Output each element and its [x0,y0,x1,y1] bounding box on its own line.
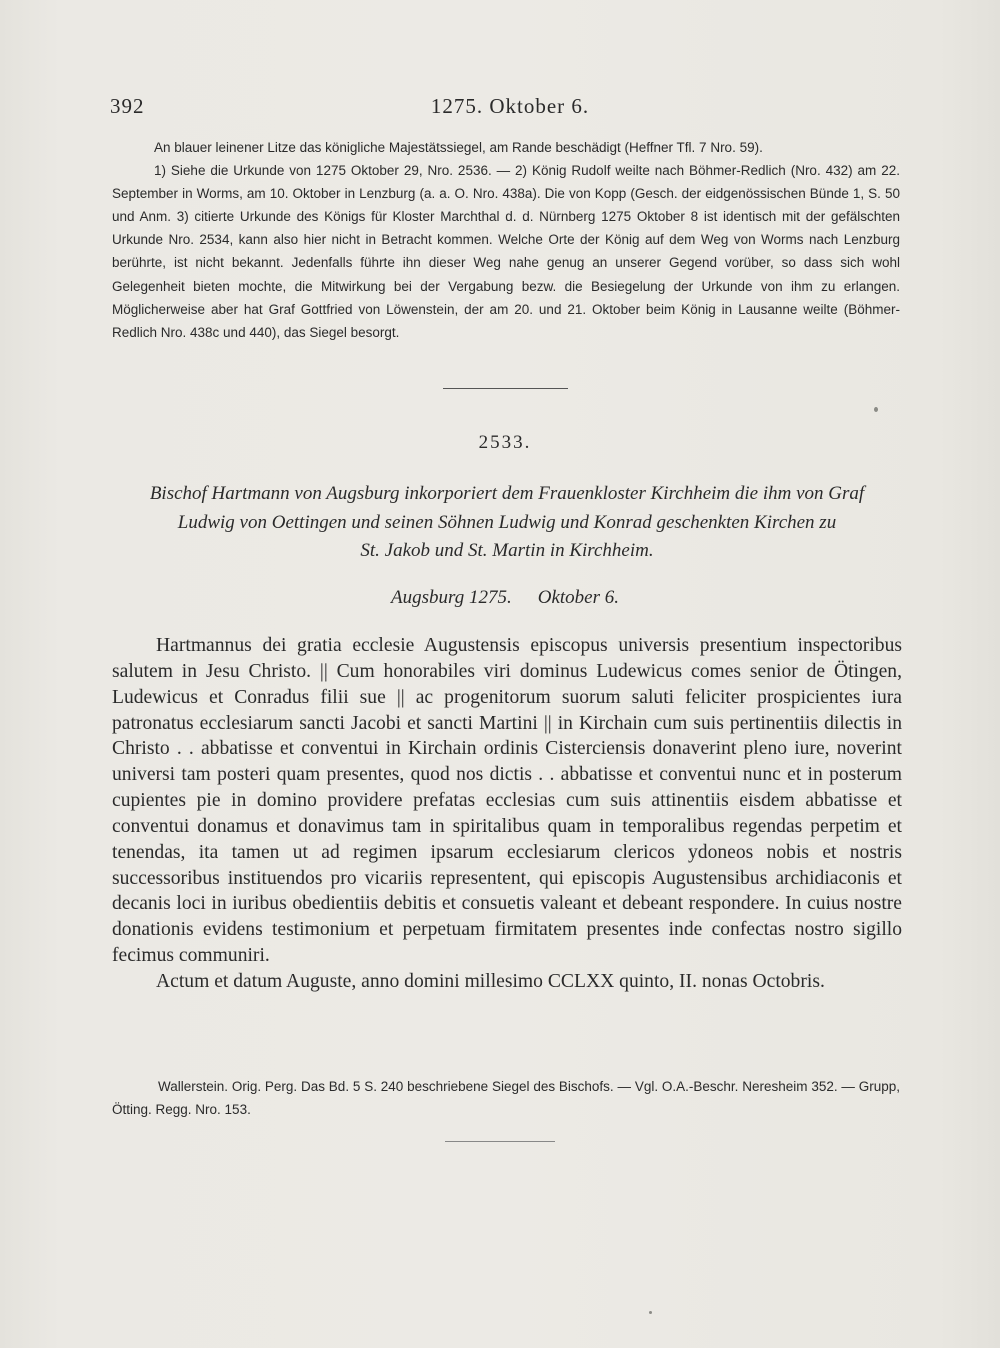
end-divider [445,1141,555,1142]
regest-line: Ludwig von Oettingen und seinen Söhnen Ludwig und Konrad geschenkten Kirchen zu [177,511,837,533]
running-header: 1275. Oktober 6. [430,94,590,118]
section-divider [443,388,568,389]
source-note [112,1075,900,1121]
seal-description: An blauer leinener Litze das königliche Majestätssiegel, am Rande beschädigt (Heffner Tfl. 7 Nro. 59). [154,140,763,155]
paper-speck [874,407,878,412]
preceding-document-notes [112,136,900,344]
regest-line: St. Jakob und St. Martin in Kirchheim. [360,540,654,561]
paper-speck [649,1311,652,1314]
footnotes: 1) Siehe die Urkunde von 1275 Oktober 29, Nro. 2536. — 2) König Rudolf weilte nach Böhmer-Redlich (Nro. 432) am 22. September in Worms, am 10. Oktober in Lenzburg (a. a. O. Nro. 438a). Die von Kopp (Gesch. der eidgenössischen Bünde 1, S. 50 und Anm. 3) citierte Urkunde des Königs für Kloster Marchthal d. d. Nürnberg 1275 Oktober 8 ist identisch mit der gefälschten Urkunde Nro. 2534, kann also hier nicht in Betracht kommen. Welche Orte der König auf dem Weg von Worms nach Lenzburg berührte, ist nicht bekannt. Jedenfalls führte ihn dieser Weg nahe genug an unserer Gegend vorüber, so dass sich wohl Gelegenheit bieten mochte, die Mitwirkung bei der Vergabung bezw. die Besiegelung der Urkunde von ihm zu erlangen. Möglicherweise aber hat Graf Gottfried von Löwenstein, der am 20. und 21. Oktober beim König in Lausanne weilte (Böhmer-Redlich Nro. 438c und 440), das Siegel besorgt. [112,163,900,340]
dateline-date: Oktober 6. [537,587,619,608]
page-number: 392 [110,94,145,118]
charter-body: Hartmannus dei gratia ecclesie Augustensis episcopus universis presentium inspectoribus salutem in Jesu Christo. || Cum honorabiles viri dominus Ludewicus comes senior de Ötingen, Ludewicus et Conradus filii sue || ac progenitorum suorum saluti feliciter prospicientes iura patronatus ecclesiarum sancti Jacobi et sancti Martini || in Kirchain cum suis pertinentiis dilectis in Christo . . abbatisse et conventui in Kirchain ordinis Cisterciensis donaverint pleno iure, noverint universi tam posteri quam presentes, quod nos dictis . . abbatisse et conventui nunc et in posterum cupientes pie in domino providere prefatas ecclesias cum suis attinentiis eisdem abbatisse et conventui donamus et donavimus tam in spiritalibus quam in temporalibus regendas perpetim et tenendas, ita tamen ut ad regimen ipsarum ecclesiarum clericos ydoneos nobis et nostris successoribus instituendos pro vicariis representent, qui episcopis Augustensibus archidiaconis et decanis loci in iuribus obedientiis debitis et consuetis valeant et debeant respondere. In cuius nostre donationis evidens testimonium et perpetuam firmitatem presentes inde confectas nostro sigillo fecimus communiri. [112,635,902,967]
dateline-place: Augsburg 1275. [391,587,512,608]
document-number: 2533. [478,432,532,453]
regest-line: Bischof Hartmann von Augsburg inkorporiert dem Frauenkloster Kirchheim die ihm von Graf [149,483,865,504]
charter-closing: Actum et datum Auguste, anno domini millesimo CCLXX quinto, II. nonas Octobris. [156,970,825,992]
regest-summary [110,480,904,566]
dateline [0,587,1000,609]
source-reference: Wallerstein. Orig. Perg. Das Bd. 5 S. 240 beschriebene Siegel des Bischofs. — Vgl. O.A.-Beschr. Neresheim 352. — Grupp, Ötting. Regg. Nro. 153. [112,1079,900,1117]
charter-text [112,633,902,995]
